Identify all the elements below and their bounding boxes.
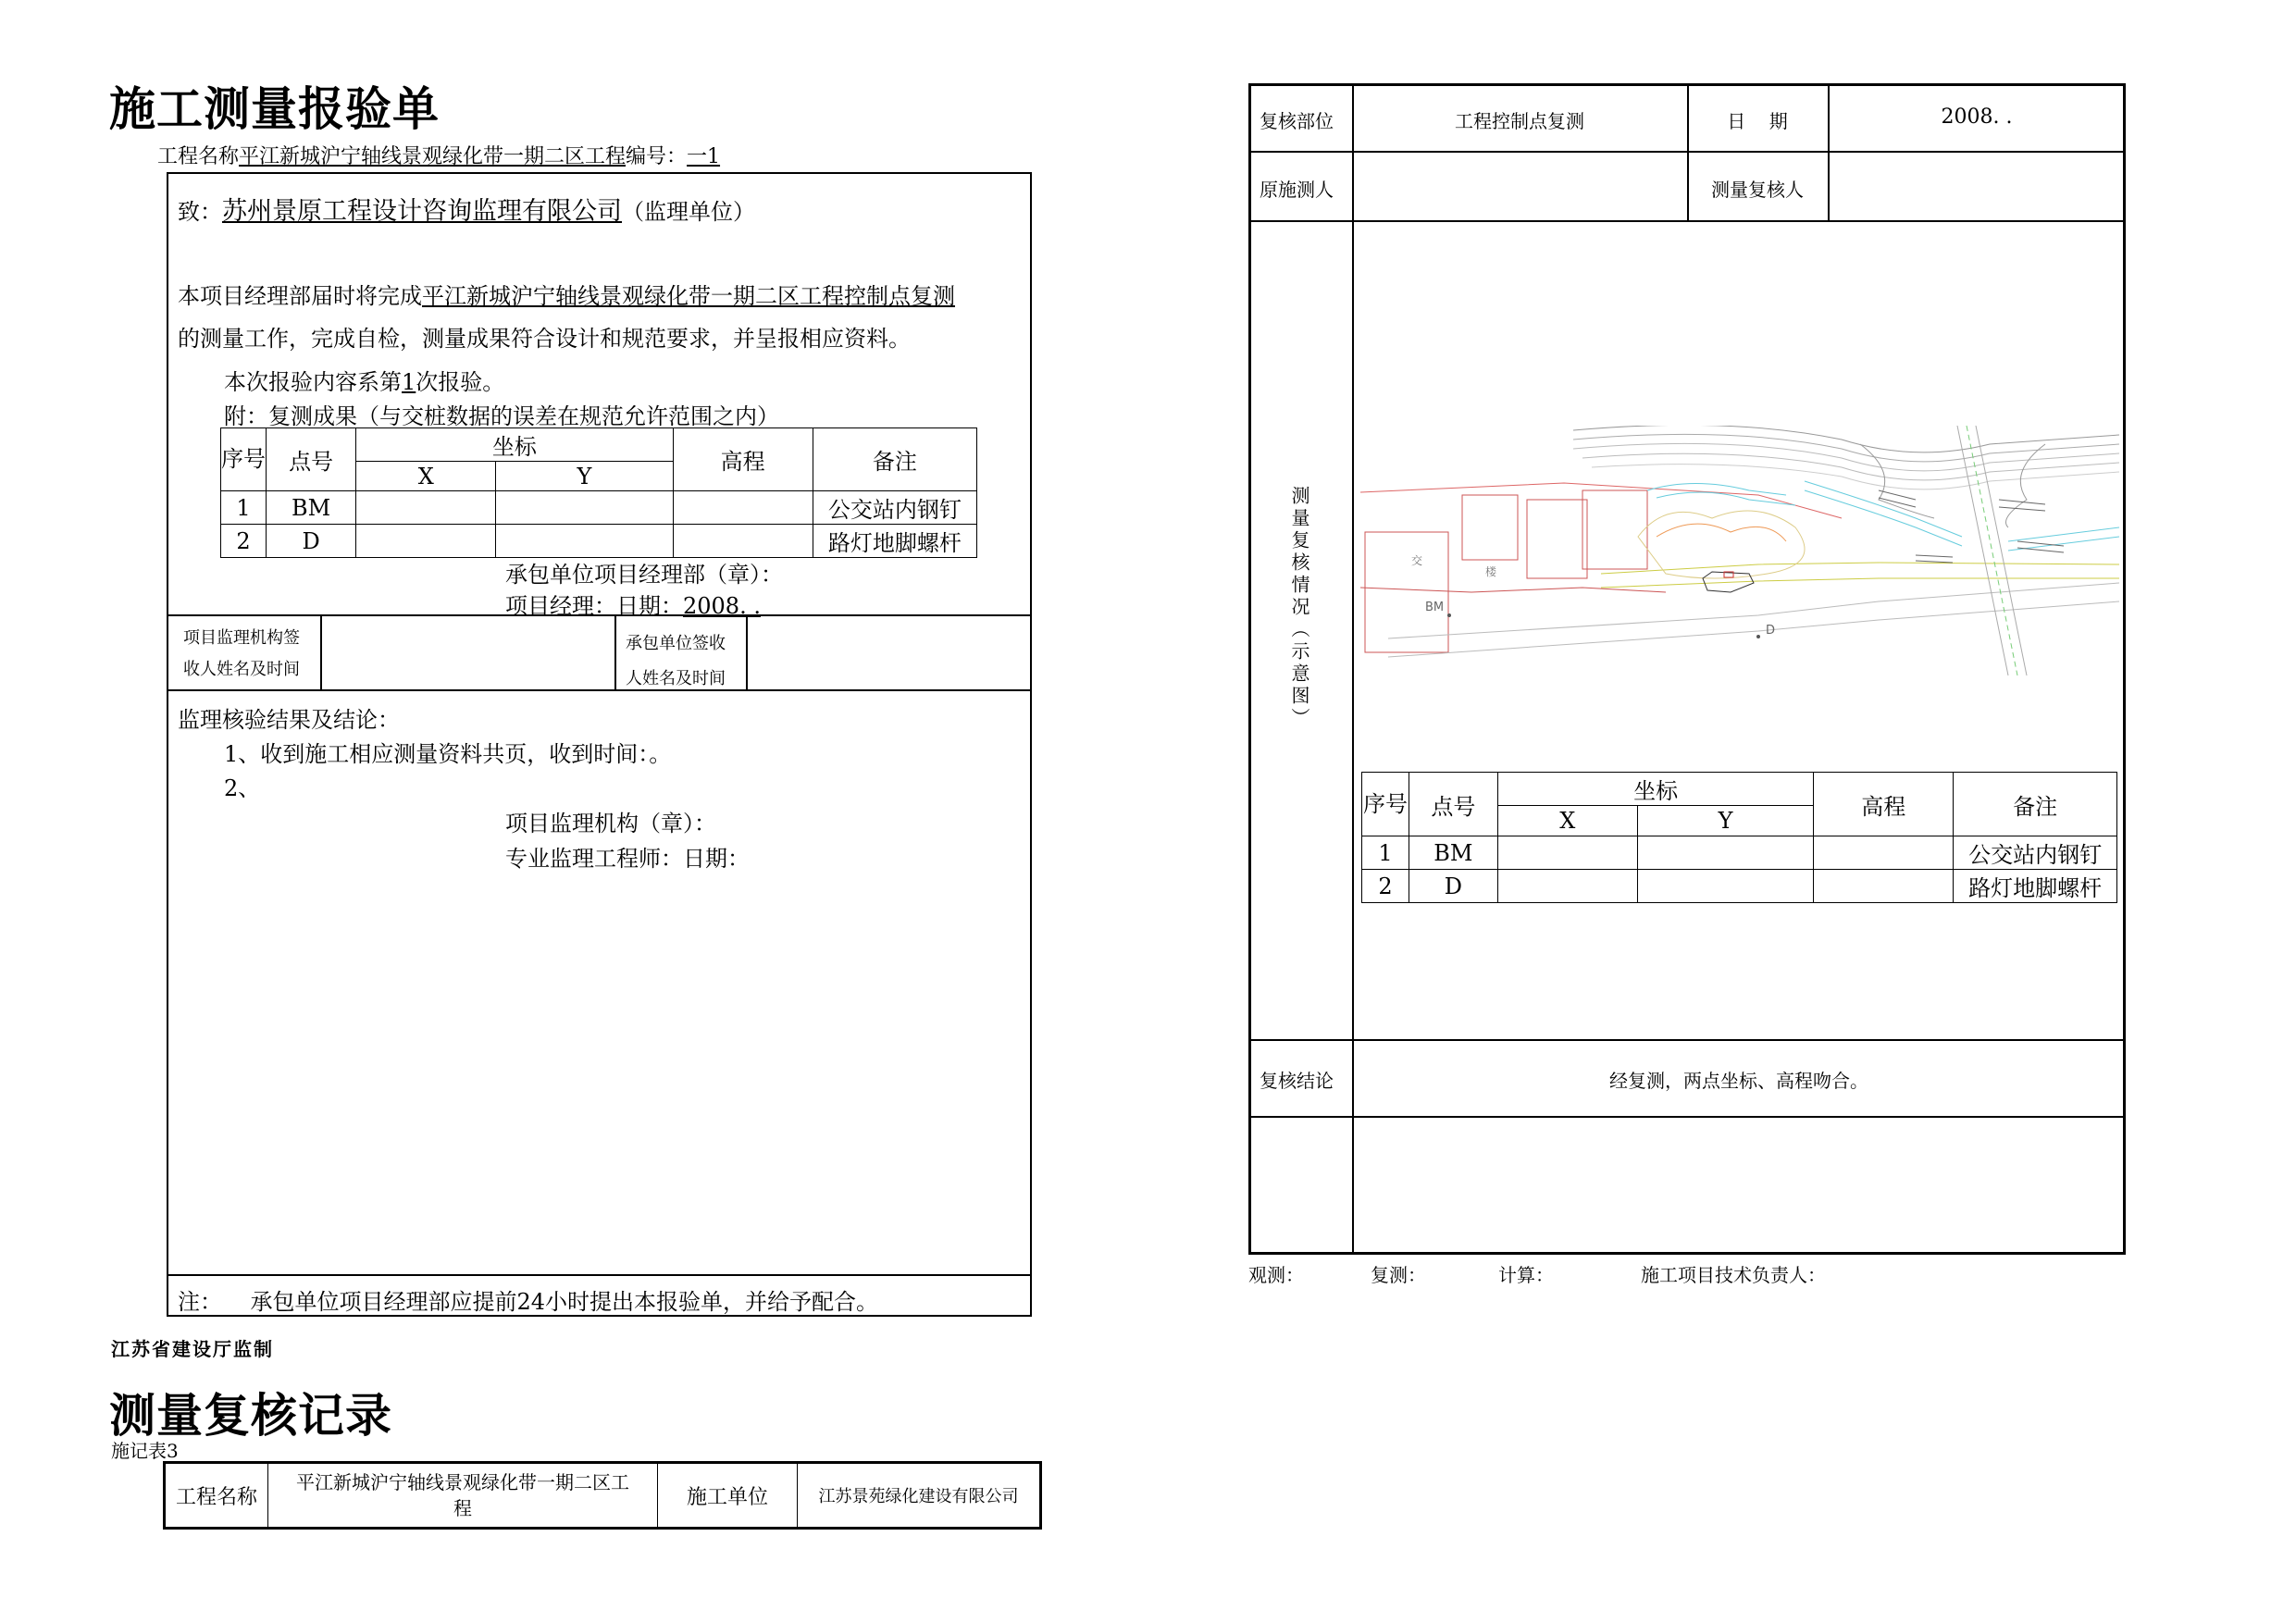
road-line-yellow: [1601, 578, 2119, 588]
report-title: 施工测量报验单: [109, 82, 440, 136]
result-item-1: 1、收到施工相应测量资料共页，收到时间：。: [224, 741, 672, 767]
contour-line: [1573, 426, 2119, 452]
contour-line: [1573, 434, 2119, 462]
site-boundary: [1360, 588, 1666, 592]
point-marker: [1447, 613, 1451, 617]
building-block: [1365, 532, 1448, 652]
supervision-org: 项目监理机构（章）：: [505, 811, 716, 836]
table-row: [1362, 870, 2117, 903]
cell-y: [1637, 870, 1814, 903]
times-line: [224, 364, 504, 396]
header-note: 备注: [1954, 773, 2117, 836]
manager-label: 项目经理：日期：: [505, 593, 683, 619]
cell-x: [1497, 870, 1637, 903]
map-label-b: 楼: [1485, 565, 1497, 578]
times-suffix: 次报验。: [416, 369, 505, 395]
divider: [167, 1274, 1032, 1276]
building-block: [1462, 495, 1518, 560]
cell-point: D: [1409, 870, 1497, 903]
orig-surveyor-label: 原施测人: [1260, 179, 1334, 201]
divider: [320, 614, 322, 689]
contour-line: [1573, 443, 2119, 471]
result-title: 监理核验结果及结论：: [178, 707, 400, 733]
body-prefix: 本项目经理部届时将完成: [178, 283, 422, 309]
cell-note: 公交站内钢钉: [1954, 836, 2117, 870]
divider: [167, 689, 1032, 691]
divider: [1248, 1116, 2126, 1118]
record-project-value: 平江新城沪宁轴线景观绿化带一期二区工程: [268, 1463, 658, 1529]
project-prefix: 工程名称: [157, 145, 240, 168]
header-x: X: [356, 462, 496, 491]
table-row: [1362, 836, 2117, 870]
cell-point: BM: [1409, 836, 1497, 870]
supervision-engineer: 专业监理工程师：日期：: [505, 846, 750, 872]
road-line: [1957, 426, 2008, 675]
supervision-sign-label: 项目监理机构签 收人姓名及时间: [183, 628, 300, 679]
record-unit-value: 江苏景苑绿化建设有限公司: [798, 1463, 1041, 1529]
footer-observe: 观测：: [1248, 1264, 1304, 1286]
times-prefix: 本次报验内容系第: [224, 369, 402, 395]
checker-label: 测量复核人: [1711, 179, 1804, 201]
project-line: [157, 141, 720, 169]
contractor-sign-label: 承包单位签收 人姓名及时间: [626, 634, 726, 688]
header-note: 备注: [813, 428, 976, 491]
cell-seq: 1: [221, 491, 267, 525]
review-results-table: [1361, 772, 2117, 903]
issuer: 江苏省建设厅监制: [111, 1338, 274, 1360]
to-suffix: （监理单位）: [622, 199, 755, 225]
cell-elev: [673, 525, 813, 558]
table-row: [221, 525, 977, 558]
bridge-line: [1916, 555, 1953, 563]
header-x: X: [1497, 806, 1637, 836]
project-name: 平江新城沪宁轴线景观绿化带一期二区工程: [239, 145, 627, 168]
to-company: 苏州景原工程设计咨询监理有限公司: [222, 197, 622, 226]
date-label: 日 期: [1727, 110, 1788, 132]
map-label-bm: BM: [1425, 601, 1445, 614]
site-sketch-map: [1360, 426, 2119, 675]
garden-path: [1638, 511, 1805, 578]
contour-line: [2006, 444, 2046, 527]
road-edge: [1360, 483, 1842, 518]
part-value: 工程控制点复测: [1455, 110, 1584, 132]
cell-x: [356, 491, 496, 525]
manager-date: 2008. .: [683, 593, 761, 619]
attach-line: 附：复测成果（与交桩数据的误差在规范允许范围之内）: [224, 403, 779, 429]
record-project-label: 工程名称: [165, 1463, 268, 1529]
water-line: [1657, 492, 1795, 505]
conclusion-value: 经复测，两点坐标、高程吻合。: [1609, 1070, 1868, 1092]
divider: [1828, 83, 1830, 220]
header-elev: 高程: [673, 428, 813, 491]
road-line: [1976, 426, 2027, 675]
record-title: 测量复核记录: [109, 1389, 392, 1443]
footer-tech-lead: 施工项目技术负责人：: [1641, 1264, 1826, 1286]
cell-y: [496, 491, 673, 525]
cell-elev: [1814, 870, 1954, 903]
structure-outline: [1879, 490, 1916, 507]
contour-line: [1860, 444, 1934, 518]
times-value: 1: [402, 369, 416, 395]
body-line-2: 的测量工作，完成自检，测量成果符合设计和规范要求，并呈报相应资料。: [178, 326, 911, 352]
road-line-yellow: [1601, 563, 2119, 574]
cell-x: [1497, 836, 1637, 870]
cell-seq: 2: [1362, 870, 1409, 903]
divider: [614, 614, 616, 689]
situation-label: 测量复核情况（示意图）: [1288, 486, 1310, 730]
header-y: Y: [496, 462, 673, 491]
to-label: 致：: [178, 199, 222, 225]
to-line: [178, 191, 755, 227]
map-label-d: D: [1766, 624, 1776, 638]
header-y: Y: [1637, 806, 1814, 836]
report-note: 注： 承包单位项目经理部应提前24小时提出本报验单，并给予配合。: [178, 1289, 879, 1315]
cell-y: [1637, 836, 1814, 870]
building-block: [1527, 500, 1587, 578]
divider: [1248, 1039, 2126, 1041]
footer-recheck: 复测：: [1371, 1264, 1426, 1286]
cell-seq: 2: [221, 525, 267, 558]
cell-note: 路灯地脚螺杆: [813, 525, 976, 558]
part-label: 复核部位: [1260, 110, 1334, 132]
date-value: 2008. .: [1941, 105, 2013, 129]
building-block: [1582, 490, 1647, 569]
record-unit-label: 施工单位: [658, 1463, 798, 1529]
body-work: 平江新城沪宁轴线景观绿化带一期二区工程控制点复测: [422, 283, 955, 309]
garden-path: [1657, 524, 1786, 541]
cell-point: D: [267, 525, 356, 558]
conclusion-label: 复核结论: [1260, 1070, 1334, 1092]
point-marker: [1756, 635, 1760, 638]
result-item-2: 2、: [224, 775, 261, 801]
record-header-table: [163, 1461, 1042, 1530]
cell-elev: [673, 491, 813, 525]
cell-x: [356, 525, 496, 558]
body-line-1: [178, 278, 955, 310]
results-table: [220, 427, 977, 558]
header-elev: 高程: [1814, 773, 1954, 836]
cell-note: 公交站内钢钉: [813, 491, 976, 525]
divider: [746, 614, 748, 689]
header-seq: 序号: [1362, 773, 1409, 836]
header-point: 点号: [267, 428, 356, 491]
contour-line: [1582, 453, 2119, 480]
cell-note: 路灯地脚螺杆: [1954, 870, 2117, 903]
cell-seq: 1: [1362, 836, 1409, 870]
number-label: 编号：: [626, 145, 688, 168]
header-coord: 坐标: [1497, 773, 1814, 806]
map-label-a: 交: [1411, 554, 1423, 567]
cell-point: BM: [267, 491, 356, 525]
table-row: [221, 491, 977, 525]
footer-calc: 计算：: [1498, 1264, 1554, 1286]
cell-elev: [1814, 836, 1954, 870]
number-value: 一1: [687, 145, 721, 168]
form-number: 施记表3: [111, 1440, 179, 1462]
structure-outline: [1999, 500, 2045, 511]
divider: [1248, 220, 2126, 222]
header-seq: 序号: [221, 428, 267, 491]
contractor-dept: 承包单位项目经理部（章）：: [505, 562, 783, 588]
road-line: [1388, 601, 2119, 657]
header-point: 点号: [1409, 773, 1497, 836]
manager-line: [505, 588, 761, 620]
cell-y: [496, 525, 673, 558]
header-coord: 坐标: [356, 428, 673, 462]
